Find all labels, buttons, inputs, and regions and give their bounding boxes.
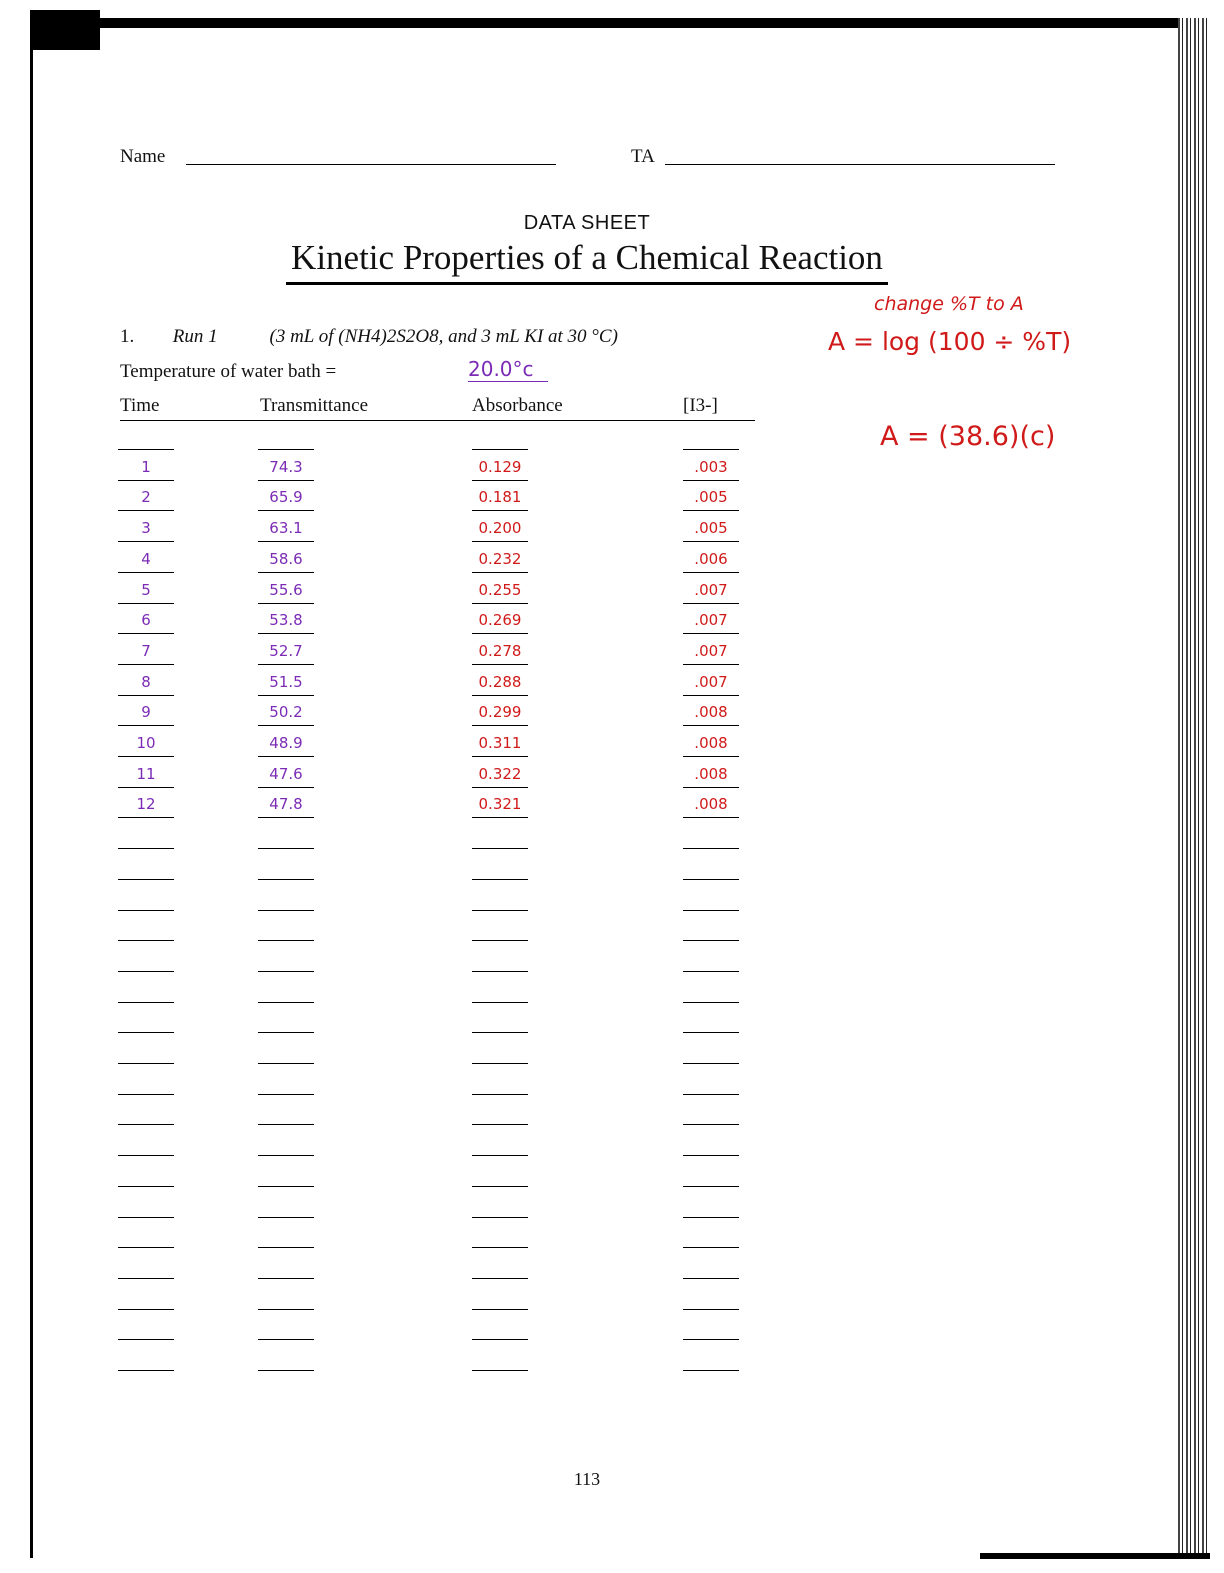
time-cell[interactable]: 7 <box>118 640 174 665</box>
table-row <box>0 1095 760 1125</box>
transmittance-cell[interactable] <box>258 1008 314 1033</box>
transmittance-cell[interactable] <box>258 1285 314 1310</box>
transmittance-cell[interactable]: 55.6 <box>258 579 314 604</box>
table-row <box>0 1341 760 1371</box>
time-cell[interactable] <box>118 1008 174 1033</box>
i3-cell[interactable] <box>683 1100 739 1125</box>
i3-cell[interactable] <box>683 1285 739 1310</box>
time-cell[interactable]: 6 <box>118 609 174 634</box>
absorbance-cell[interactable] <box>472 1285 528 1310</box>
time-cell[interactable]: 11 <box>118 763 174 788</box>
i3-cell[interactable]: .008 <box>683 701 739 726</box>
page-title: Kinetic Properties of a Chemical Reaction <box>291 238 883 277</box>
temperature-label: Temperature of water bath = <box>120 361 337 382</box>
absorbance-cell[interactable] <box>472 978 528 1003</box>
table-row <box>0 1065 760 1095</box>
i3-cell[interactable] <box>683 1162 739 1187</box>
page-number: 113 <box>573 1469 601 1489</box>
absorbance-cell[interactable]: 0.255 <box>472 579 528 604</box>
time-cell[interactable] <box>118 1285 174 1310</box>
time-cell[interactable] <box>118 886 174 911</box>
run-label: Run 1 <box>172 326 218 347</box>
table-row <box>0 911 760 941</box>
time-cell[interactable] <box>118 1223 174 1248</box>
time-cell[interactable] <box>118 1193 174 1218</box>
transmittance-cell[interactable] <box>258 1131 314 1156</box>
absorbance-cell[interactable]: 0.321 <box>472 793 528 818</box>
transmittance-cell[interactable]: 58.6 <box>258 548 314 573</box>
transmittance-cell[interactable] <box>258 824 314 849</box>
absorbance-cell[interactable] <box>472 1346 528 1371</box>
time-cell[interactable]: 12 <box>118 793 174 818</box>
absorbance-cell[interactable] <box>472 1100 528 1125</box>
absorbance-cell[interactable]: 0.232 <box>472 548 528 573</box>
table-row <box>0 850 760 880</box>
absorbance-cell[interactable] <box>472 1162 528 1187</box>
table-row <box>0 942 760 972</box>
absorbance-cell[interactable] <box>472 1223 528 1248</box>
table-row <box>0 604 760 634</box>
absorbance-cell[interactable]: 0.200 <box>472 517 528 542</box>
table-row <box>0 1003 760 1033</box>
absorbance-cell[interactable]: 0.322 <box>472 763 528 788</box>
table-row <box>0 1310 760 1340</box>
absorbance-cell[interactable] <box>472 916 528 941</box>
time-cell[interactable]: 2 <box>118 486 174 511</box>
absorbance-cell[interactable]: 0.311 <box>472 732 528 757</box>
transmittance-cell[interactable] <box>258 425 314 450</box>
run-description <box>120 326 618 348</box>
absorbance-cell[interactable] <box>472 1039 528 1064</box>
i3-cell[interactable]: .008 <box>683 763 739 788</box>
table-row <box>0 635 760 665</box>
transmittance-cell[interactable] <box>258 886 314 911</box>
i3-cell[interactable] <box>683 886 739 911</box>
table-row <box>0 881 760 911</box>
i3-cell[interactable]: .007 <box>683 609 739 634</box>
transmittance-cell[interactable] <box>258 1070 314 1095</box>
time-cell[interactable] <box>118 1162 174 1187</box>
table-row <box>0 727 760 757</box>
time-cell[interactable] <box>118 1100 174 1125</box>
time-cell[interactable] <box>118 1131 174 1156</box>
time-cell[interactable] <box>118 978 174 1003</box>
absorbance-cell[interactable]: 0.278 <box>472 640 528 665</box>
time-cell[interactable]: 3 <box>118 517 174 542</box>
i3-cell[interactable] <box>683 1346 739 1371</box>
column-header-transmittance: Transmittance <box>260 395 369 416</box>
transmittance-cell[interactable] <box>258 978 314 1003</box>
absorbance-cell[interactable] <box>472 855 528 880</box>
ta-field[interactable] <box>665 164 1055 165</box>
transmittance-cell[interactable]: 65.9 <box>258 486 314 511</box>
i3-cell[interactable] <box>683 1315 739 1340</box>
table-row <box>0 420 760 450</box>
i3-cell[interactable] <box>683 824 739 849</box>
transmittance-cell[interactable]: 63.1 <box>258 517 314 542</box>
table-row <box>0 1126 760 1156</box>
table-row <box>0 666 760 696</box>
time-cell[interactable]: 5 <box>118 579 174 604</box>
time-cell[interactable] <box>118 1315 174 1340</box>
transmittance-cell[interactable]: 51.5 <box>258 671 314 696</box>
transmittance-cell[interactable]: 50.2 <box>258 701 314 726</box>
table-row <box>0 1034 760 1064</box>
transmittance-cell[interactable] <box>258 1254 314 1279</box>
table-row <box>0 1218 760 1248</box>
i3-cell[interactable] <box>683 1070 739 1095</box>
transmittance-cell[interactable]: 48.9 <box>258 732 314 757</box>
transmittance-cell[interactable] <box>258 916 314 941</box>
transmittance-cell[interactable] <box>258 1223 314 1248</box>
scan-edge-right <box>1178 18 1210 1558</box>
time-cell[interactable]: 8 <box>118 671 174 696</box>
i3-cell[interactable] <box>683 947 739 972</box>
i3-cell[interactable] <box>683 1008 739 1033</box>
table-row <box>0 1249 760 1279</box>
absorbance-cell[interactable] <box>472 1131 528 1156</box>
table-row <box>0 543 760 573</box>
annotation-formula: A = (38.6)(c) <box>880 421 1056 452</box>
transmittance-cell[interactable] <box>258 1039 314 1064</box>
time-cell[interactable]: 9 <box>118 701 174 726</box>
data-sheet-heading: DATA SHEET <box>523 212 651 234</box>
table-row <box>0 819 760 849</box>
absorbance-cell[interactable] <box>472 425 528 450</box>
ta-label: TA <box>631 146 655 167</box>
i3-cell[interactable] <box>683 978 739 1003</box>
transmittance-cell[interactable]: 53.8 <box>258 609 314 634</box>
transmittance-cell[interactable] <box>258 1193 314 1218</box>
i3-cell[interactable]: .005 <box>683 517 739 542</box>
i3-cell[interactable] <box>683 425 739 450</box>
absorbance-cell[interactable] <box>472 886 528 911</box>
i3-cell[interactable]: .008 <box>683 793 739 818</box>
name-field[interactable] <box>186 164 556 165</box>
time-cell[interactable] <box>118 1039 174 1064</box>
time-cell[interactable] <box>118 855 174 880</box>
time-cell[interactable] <box>118 425 174 450</box>
table-row <box>0 696 760 726</box>
transmittance-cell[interactable]: 52.7 <box>258 640 314 665</box>
absorbance-cell[interactable]: 0.288 <box>472 671 528 696</box>
absorbance-cell[interactable] <box>472 1008 528 1033</box>
i3-cell[interactable]: .007 <box>683 671 739 696</box>
i3-cell[interactable] <box>683 916 739 941</box>
i3-cell[interactable]: .008 <box>683 732 739 757</box>
i3-cell[interactable]: .003 <box>683 456 739 481</box>
time-cell[interactable] <box>118 824 174 849</box>
scan-edge-top <box>30 18 1180 28</box>
transmittance-cell[interactable]: 47.8 <box>258 793 314 818</box>
transmittance-cell[interactable] <box>258 855 314 880</box>
i3-cell[interactable] <box>683 1131 739 1156</box>
table-row <box>0 1280 760 1310</box>
run-number: 1. <box>120 326 135 347</box>
i3-cell[interactable]: .007 <box>683 640 739 665</box>
time-cell[interactable] <box>118 1254 174 1279</box>
column-header-i3: [I3-] <box>683 395 718 416</box>
table-row <box>0 451 760 481</box>
transmittance-cell[interactable]: 47.6 <box>258 763 314 788</box>
transmittance-cell[interactable] <box>258 1346 314 1371</box>
column-header-absorbance: Absorbance <box>472 395 563 416</box>
run-conditions: (3 mL of (NH4)2S2O8, and 3 mL KI at 30 °C) <box>269 326 618 347</box>
time-cell[interactable] <box>118 1070 174 1095</box>
i3-cell[interactable]: .005 <box>683 486 739 511</box>
absorbance-cell[interactable]: 0.181 <box>472 486 528 511</box>
transmittance-cell[interactable] <box>258 1100 314 1125</box>
table-row <box>0 788 760 818</box>
table-row <box>0 574 760 604</box>
table-row <box>0 973 760 1003</box>
time-cell[interactable] <box>118 1346 174 1371</box>
name-label: Name <box>120 146 166 167</box>
table-row <box>0 1157 760 1187</box>
absorbance-cell[interactable] <box>472 1193 528 1218</box>
absorbance-cell[interactable]: 0.299 <box>472 701 528 726</box>
i3-cell[interactable] <box>683 1193 739 1218</box>
i3-cell[interactable] <box>683 1039 739 1064</box>
i3-cell[interactable] <box>683 855 739 880</box>
transmittance-cell[interactable] <box>258 947 314 972</box>
annotation-note: change %T to A <box>874 293 1024 315</box>
table-row <box>0 512 760 542</box>
absorbance-cell[interactable]: 0.269 <box>472 609 528 634</box>
transmittance-cell[interactable] <box>258 1162 314 1187</box>
time-cell[interactable] <box>118 916 174 941</box>
i3-cell[interactable]: .007 <box>683 579 739 604</box>
time-cell[interactable]: 1 <box>118 456 174 481</box>
transmittance-cell[interactable] <box>258 1315 314 1340</box>
absorbance-cell[interactable] <box>472 824 528 849</box>
transmittance-cell[interactable]: 74.3 <box>258 456 314 481</box>
table-row <box>0 1188 760 1218</box>
absorbance-cell[interactable] <box>472 947 528 972</box>
annotation-formula: A = log (100 ÷ %T) <box>828 327 1072 356</box>
i3-cell[interactable]: .006 <box>683 548 739 573</box>
time-cell[interactable]: 4 <box>118 548 174 573</box>
i3-cell[interactable] <box>683 1223 739 1248</box>
table-row <box>0 481 760 511</box>
time-cell[interactable]: 10 <box>118 732 174 757</box>
title-underline <box>286 282 888 285</box>
scan-edge-corner <box>30 10 100 50</box>
temperature-value[interactable]: 20.0°c <box>468 357 548 382</box>
time-cell[interactable] <box>118 947 174 972</box>
absorbance-cell[interactable] <box>472 1254 528 1279</box>
scan-edge-bottom <box>980 1553 1210 1559</box>
i3-cell[interactable] <box>683 1254 739 1279</box>
absorbance-cell[interactable]: 0.129 <box>472 456 528 481</box>
absorbance-cell[interactable] <box>472 1070 528 1095</box>
column-header-time: Time <box>120 395 160 416</box>
table-row <box>0 758 760 788</box>
absorbance-cell[interactable] <box>472 1315 528 1340</box>
